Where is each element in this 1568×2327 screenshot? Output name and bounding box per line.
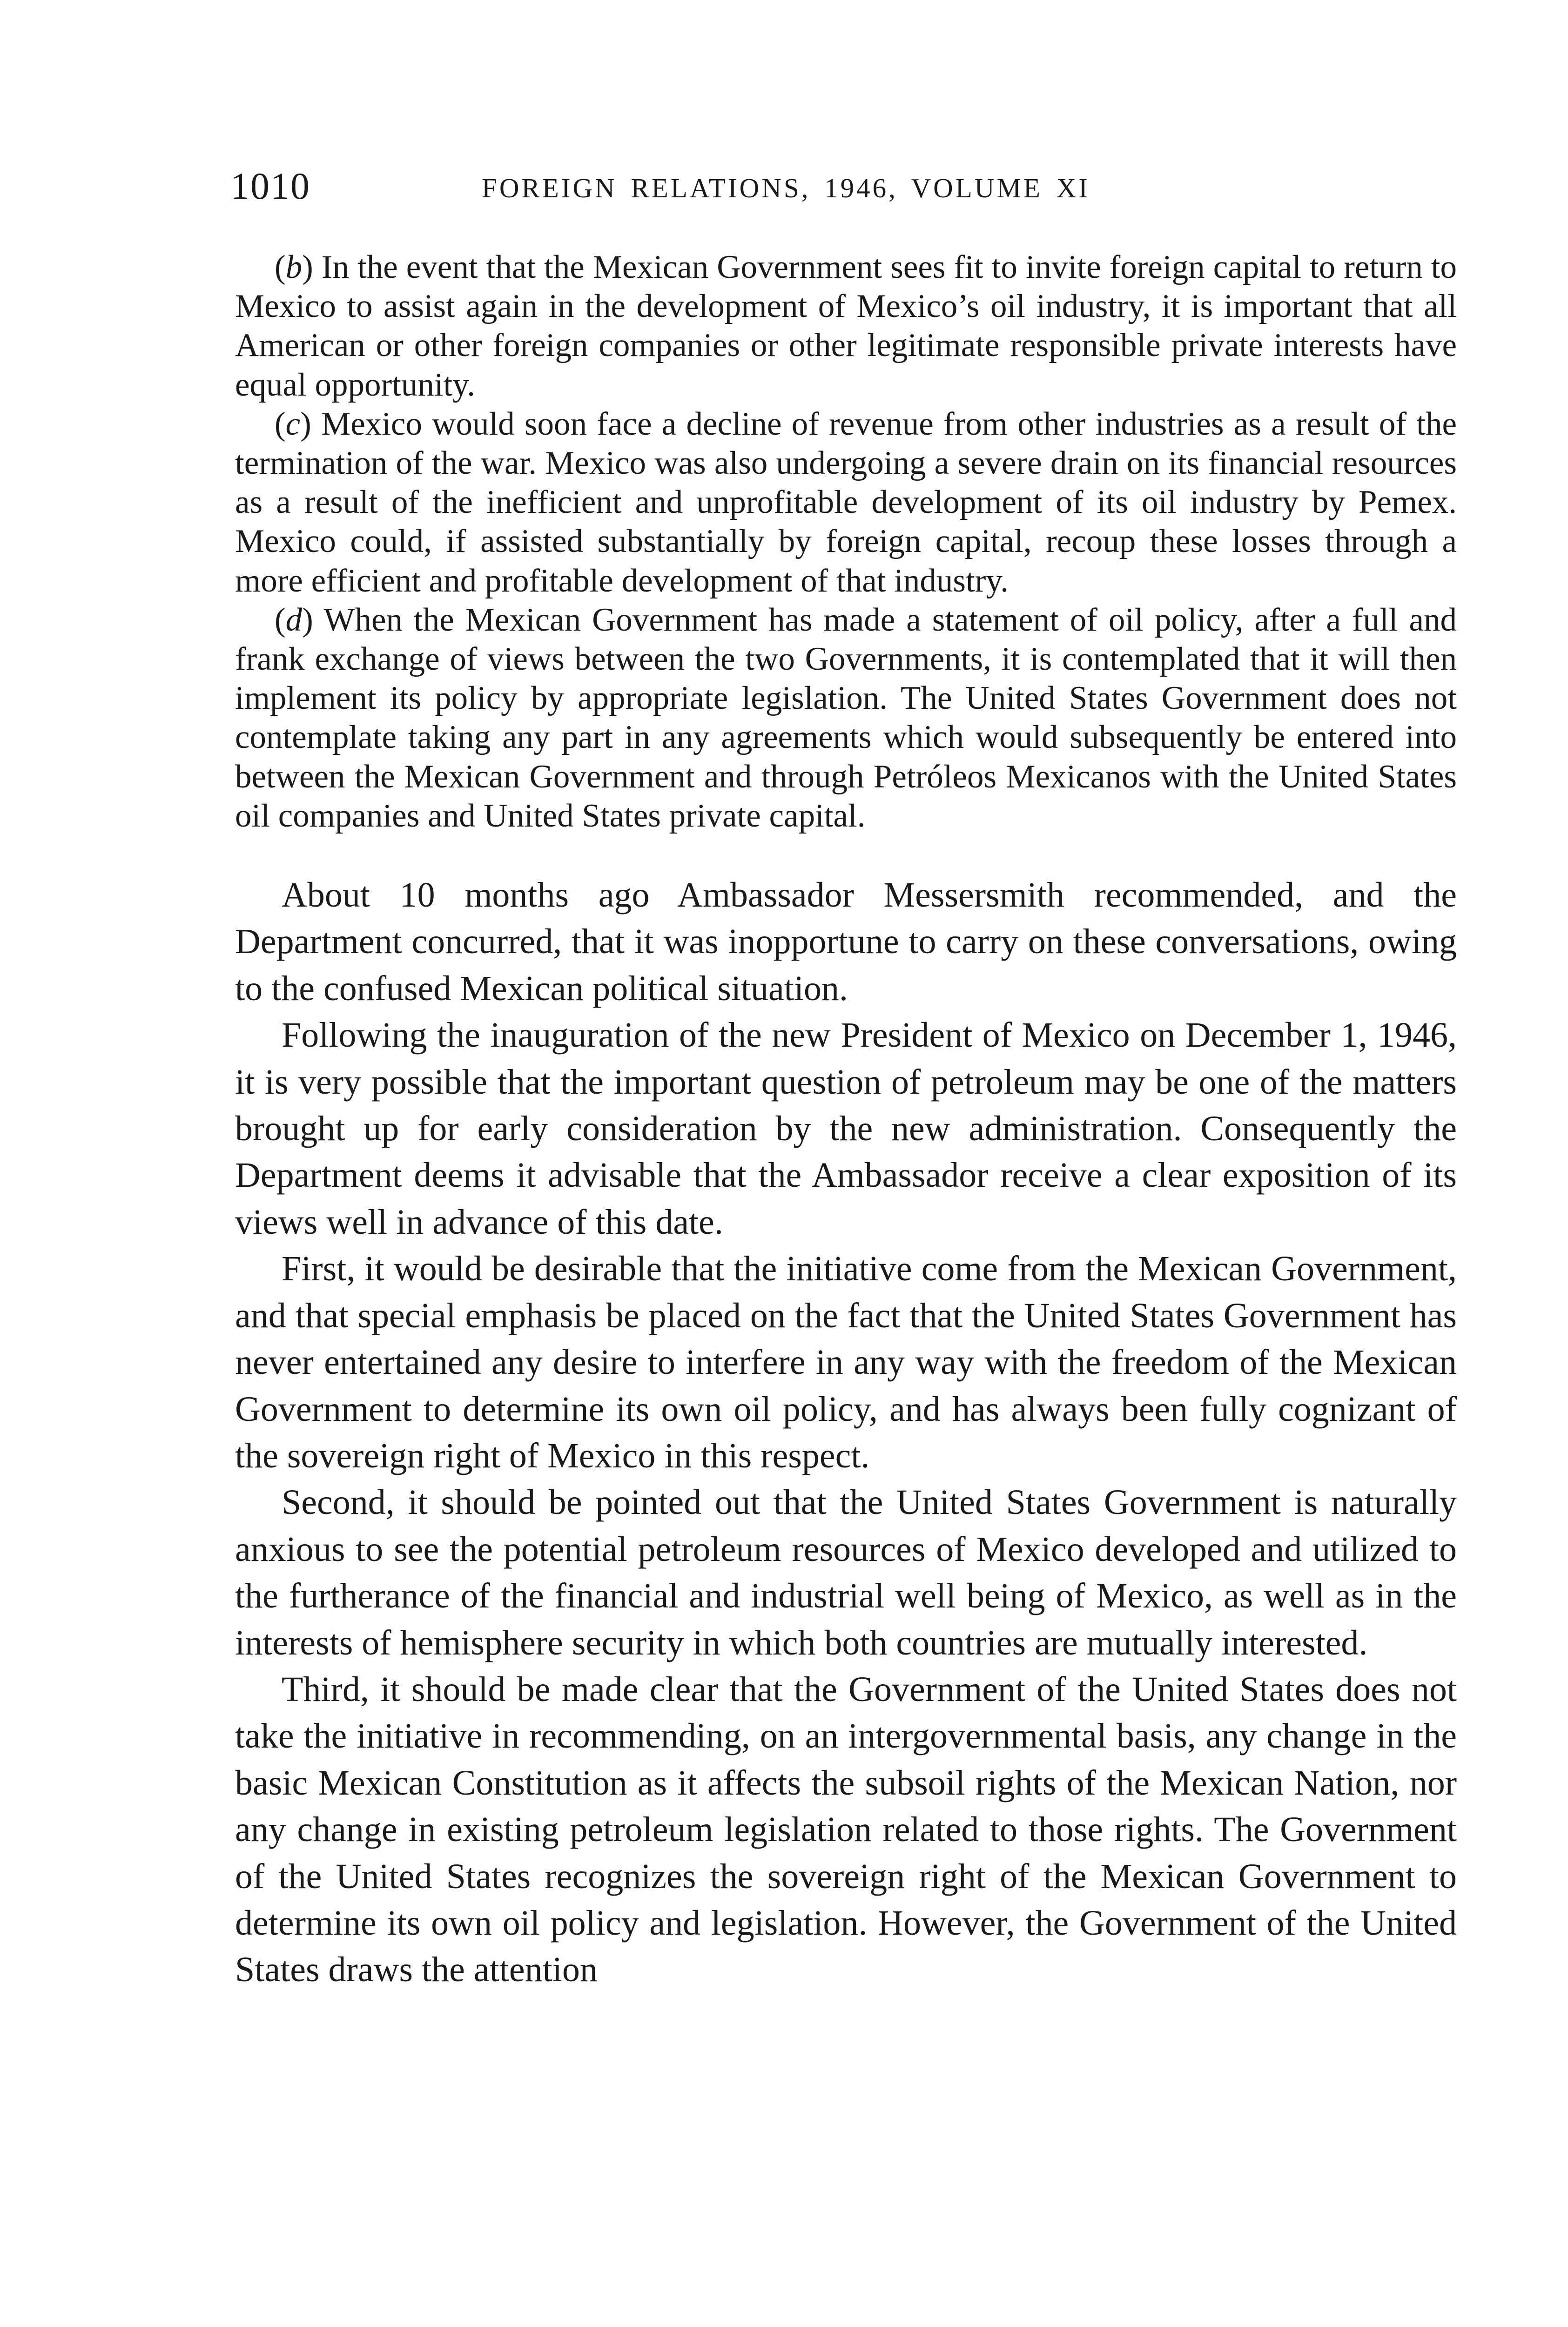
body-text xyxy=(235,872,1457,1993)
point-text: Mexico would soon face a decline of revenue from other industries as a result of the termination of the war. Mexico was also undergoing a severe drain on its financial resources as a result of the inefficient and unprofitable development of its oil industry by Pemex. Mexico could, if assisted substantially by foreign capital, recoup these losses through a more efficient and profitable development of that industry. xyxy=(235,405,1457,599)
quoted-points xyxy=(235,248,1457,835)
quoted-point-d: (d) When the Mexican Government has made a statement of oil policy, after a full and frank exchange of views between the two Governments, it is contemplated that it will then implement its policy by appropriate legislation. The United States Government does not contemplate taking any part in any agreements which would subsequently be entered into between the Mexican Government and through Petróleos Mexicanos with the United States oil companies and United States private capital. xyxy=(235,601,1457,834)
paragraph: About 10 months ago Ambassador Messersmith recommended, and the Department concurred, that it was inopportune to carry on these conversations, owing to the confused Mexican political situation. xyxy=(235,875,1457,1008)
paragraph: Third, it should be made clear that the Government of the United States does not take the initiative in recommending, on an intergovernmental basis, any change in the basic Mexican Constitution as it affects the subsoil rights of the Mexican Nation, nor any change in existing petroleum legislation related to those rights. The Government of the United States recognizes the sovereign right of the Mexican Government to determine its own oil policy and legislation. However, the Government of the United States draws the attention xyxy=(235,1669,1457,1990)
running-title: FOREIGN RELATIONS, 1946, VOLUME XI xyxy=(482,173,1090,203)
point-letter: d xyxy=(285,601,303,638)
document-page xyxy=(230,163,1457,1993)
point-text: In the event that the Mexican Government sees fit to invite foreign capital to return to Mexico to assist again in the development of Mexico’s oil industry, it is important that all American or other foreign companies or other legitimate responsible private interests have equal opportunity. xyxy=(235,249,1457,403)
page-number: 1010 xyxy=(230,165,310,207)
quoted-point-b: (b) In the event that the Mexican Government sees fit to invite foreign capital to return to Mexico to assist again in the development of Mexico’s oil industry, it is important that all American or other foreign companies or other legitimate responsible private interests have equal opportunity. xyxy=(235,249,1457,403)
point-letter: b xyxy=(285,249,303,285)
point-letter: c xyxy=(285,405,301,442)
paragraph: Following the inauguration of the new President of Mexico on December 1, 1946, it is very possible that the important question of petroleum may be one of the matters brought up for early consideration by the new administration. Consequently the Department deems it advisable that the Ambassador receive a clear exposition of its views well in advance of this date. xyxy=(235,1016,1457,1242)
running-head xyxy=(230,163,1457,219)
paragraph: Second, it should be pointed out that the United States Government is naturally anxious to see the potential petroleum resources of Mexico developed and utilized to the furtherance of the financial and industrial well being of Mexico, as well as in the interests of hemisphere security in which both countries are mutually interested. xyxy=(235,1483,1457,1662)
point-text: When the Mexican Government has made a statement of oil policy, after a full and frank exchange of views between the two Governments, it is contemplated that it will then implement its policy by appropriate legislation. The United States Government does not contemplate taking any part in any agreements which would subsequently be entered into between the Mexican Government and through Petróleos Mexicanos with the United States oil companies and United States private capital. xyxy=(235,601,1457,834)
paragraph: First, it would be desirable that the initiative come from the Mexican Government, and that special emphasis be placed on the fact that the United States Government has never entertained any desire to interfere in any way with the freedom of the Mexican Government to determine its own oil policy, and has always been fully cognizant of the sovereign right of Mexico in this respect. xyxy=(235,1249,1457,1475)
quoted-point-c: (c) Mexico would soon face a decline of revenue from other industries as a result of the termination of the war. Mexico was also undergoing a severe drain on its financial resources as a result of the inefficient and unprofitable development of its oil industry by Pemex. Mexico could, if assisted substantially by foreign capital, recoup these losses through a more efficient and profitable development of that industry. xyxy=(235,405,1457,599)
